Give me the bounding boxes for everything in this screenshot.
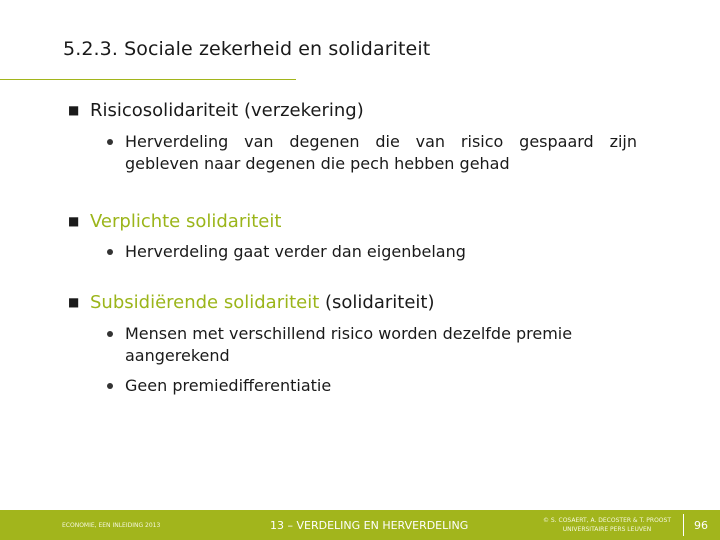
footer-bar [0, 510, 720, 540]
bullet-label: Risicosolidariteit (verzekering) [90, 100, 364, 121]
footer-chapter-title: 13 – VERDELING EN HERVERDELING [270, 519, 469, 532]
sub-bullet-text: Geen premiedifferentiatie [125, 376, 332, 395]
sub-bullet-zelfde-premie [107, 323, 637, 367]
slide-title: 5.2.3. Sociale zekerheid en solidariteit [63, 38, 431, 60]
footer-copyright-publisher: UNIVERSITAIRE PERS LEUVEN [562, 526, 652, 533]
sub-bullet-text: Herverdeling van degenen die van risico gespaard zijn gebleven naar degenen die pech hebben gehad [125, 132, 637, 173]
bullet-verplichte-solidariteit [68, 209, 281, 234]
round-bullet-icon [107, 249, 113, 255]
square-bullet-icon: ■ [68, 295, 80, 309]
footer-copyright [537, 516, 677, 534]
round-bullet-icon [107, 331, 113, 337]
bullet-label: Verplichte solidariteit [90, 211, 282, 232]
sub-bullet-herverdeling-risico [107, 131, 637, 175]
bullet-label-main: Subsidiërende solidariteit [90, 292, 320, 313]
bullet-label-extra: (solidariteit) [319, 292, 435, 313]
footer-copyright-authors: © S. COSAERT, A. DECOSTER & T. PROOST [542, 517, 671, 524]
square-bullet-icon: ■ [68, 103, 80, 117]
bullet-risicosolidariteit [68, 98, 364, 123]
sub-bullet-text: Mensen met verschillend risico worden dezelfde premie aangerekend [125, 324, 573, 365]
title-underline [0, 79, 296, 80]
round-bullet-icon [107, 383, 113, 389]
round-bullet-icon [107, 139, 113, 145]
page-number: 96 [694, 519, 708, 532]
sub-bullet-premiedifferentiatie [107, 375, 637, 397]
footer-separator [683, 514, 684, 536]
bullet-subsidierende-solidariteit [68, 290, 435, 315]
sub-bullet-eigenbelang [107, 241, 637, 263]
square-bullet-icon: ■ [68, 214, 80, 228]
sub-bullet-text: Herverdeling gaat verder dan eigenbelang [125, 242, 466, 261]
footer-book-title: ECONOMIE, EEN INLEIDING 2013 [62, 522, 161, 529]
